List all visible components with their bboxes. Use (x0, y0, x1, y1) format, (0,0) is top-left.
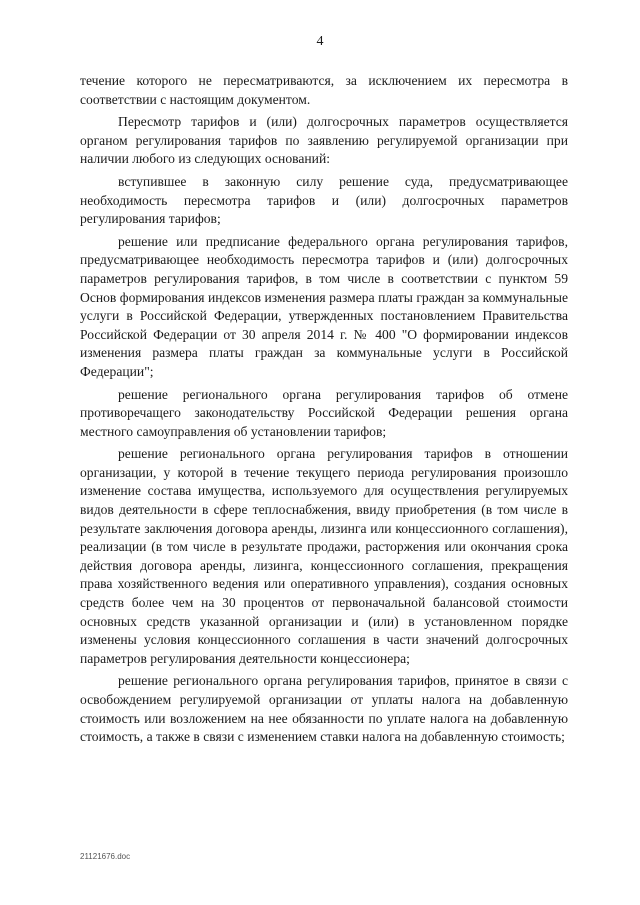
paragraph-property-change: решение регионального органа регулирования тарифов в отношении организации, у которой в течение текущего периода регулирования произошло изменение состава имущества, используемого для осуществления регулируемых видов деятельности в сфере теплоснабжения, ввиду приобретения (в том числе в результате заключения договора аренды, лизинга или концессионного соглашения), реализации (в том числе в результате продажи, расторжения или окончания срока действия договора аренды, лизинга, концессионного соглашения, прекращения права хозяйственного ведения или оперативного управления), создания основных средств более чем на 30 процентов от первоначальной балансовой стоимости основных средств указанной организации и (или) в установленном порядке изменены условия концессионного соглашения в части значений долгосрочных параметров регулирования деятельности концессионера; (80, 446, 568, 666)
paragraph-federal-order: решение или предписание федерального органа регулирования тарифов, предусматривающее необходимость пересмотра тарифов и (или) долгосрочных параметров регулирования тарифов, в том числе в соответствии с пунктом 59 Основ формирования индексов изменения размера платы граждан за коммунальные услуги в Российской Федерации, утвержденных постановлением Правительства Российской Федерации от 30 апреля 2014 г. № 400 "О формировании индексов изменения размера платы граждан за коммунальные услуги в Российской Федерации"; (80, 233, 568, 379)
paragraph-continuation: течение которого не пересматриваются, за исключением их пересмотра в соответствии с настоящим документом. (80, 73, 568, 107)
footer-filename: 21121676.doc (80, 852, 131, 861)
document-body (80, 72, 568, 751)
page-number: 4 (316, 34, 324, 49)
paragraph-court-decision: вступившее в законную силу решение суда, предусматривающее необходимость пересмотра тарифов и (или) долгосрочных параметров регулирования тарифов; (80, 173, 568, 227)
paragraph-review-grounds: Пересмотр тарифов и (или) долгосрочных параметров осуществляется органом регулирования тарифов по заявлению регулируемой организации при наличии любого из следующих оснований: (80, 114, 568, 167)
paragraph-regional-cancellation: решение регионального органа регулирования тарифов об отмене противоречащего законодательству Российской Федерации решения органа местного самоуправления об установлении тарифов; (80, 386, 568, 439)
paragraph-vat-change: решение регионального органа регулирования тарифов, принятое в связи с освобождением регулируемой организации от уплаты налога на добавленную стоимость или возложением на нее обязанности по уплате налога на добавленную стоимость, а также в связи с изменением ставки налога на добавленную стоимость; (80, 673, 568, 745)
